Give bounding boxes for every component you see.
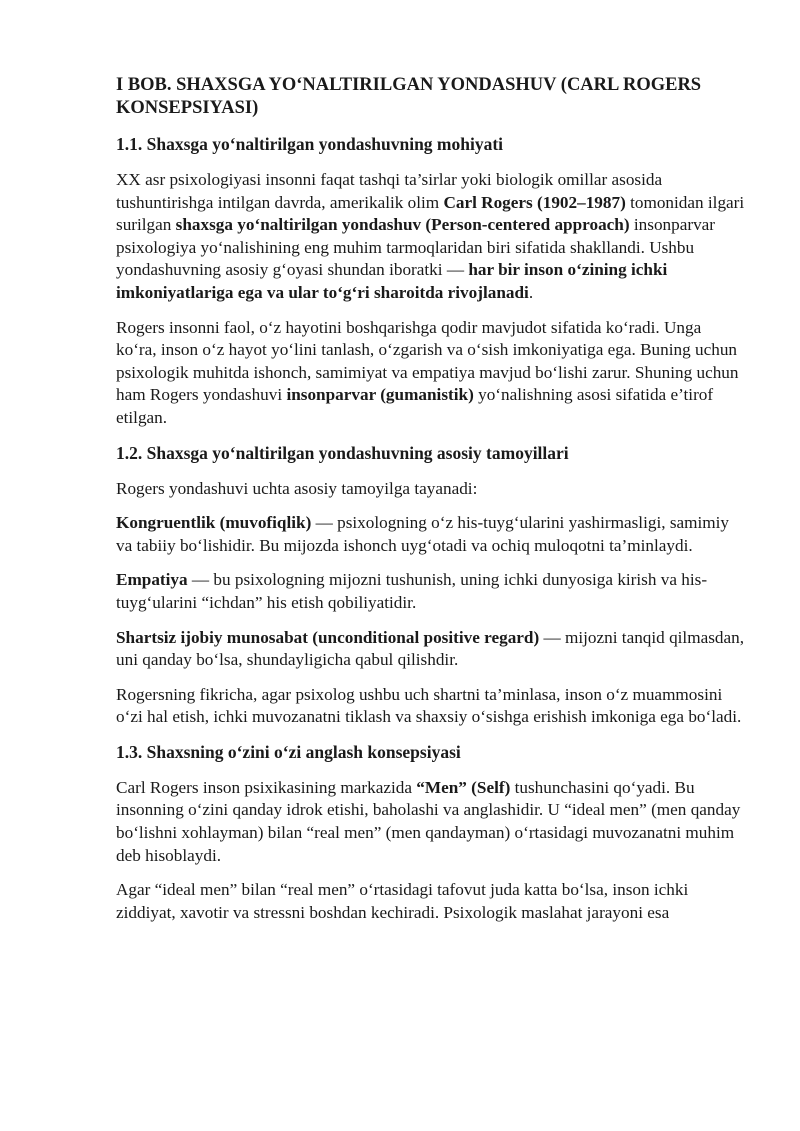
section-1-2: [116, 442, 746, 729]
paragraph: [116, 317, 746, 430]
paragraph: Agar “ideal men” bilan “real men” o‘rtasidagi tafovut juda katta bo‘lsa, inson ichki ziddiyat, xavotir va stressni boshdan kechiradi. Psixologik maslahat jarayoni esa: [116, 880, 689, 922]
bold-text: shaxsga yo‘naltirilgan yondashuv (Person-centered approach): [175, 215, 630, 235]
principle-text: — psixologning o‘z his-tuyg‘ularini yashirmasligi, samimiy va tabiiy bo‘lishidir. Bu mijozda ishonch uyg‘otadi va ochiq muloqotni ta’minlaydi.: [116, 513, 730, 555]
bold-text: har bir inson o‘zining ichki imkoniyatlariga ega va ular to‘g‘ri sharoitda rivojlanadi: [116, 260, 668, 302]
text-run: tomonidan ilgari surilgan: [116, 192, 745, 235]
paragraph: [116, 169, 746, 305]
section-1-1: [116, 133, 746, 430]
principle-text: — bu psixologning mijozni tushunish, uning ichki dunyosiga kirish va his-tuyg‘ularini “ichdan” his etish qobiliyatidir.: [116, 570, 708, 612]
paragraph: [116, 777, 746, 867]
text-run: yo‘nalishning asosi sifatida e’tirof etilgan.: [116, 385, 714, 427]
section-heading: 1.1. Shaxsga yo‘naltirilgan yondashuvning mohiyati: [116, 134, 504, 154]
principle-term: Empatiya: [116, 570, 188, 590]
text-run: Rogers insonni faol, o‘z hayotini boshqarishga qodir mavjudot sifatida ko‘radi. Unga ko‘ra, inson o‘z hayot yo‘lini tanlash, o‘zgarish va o‘sish imkoniyatiga ega. Buning uchun psixologik muhitda ishonch, samimiyat va empatiya mavjud bo‘lishi zarur. Shuning uchun ham Rogers yondashuvi: [116, 317, 739, 405]
text-run: .: [528, 282, 534, 302]
text-run: tushunchasini qo‘yadi. Bu insonning o‘zini qanday idrok etishi, baholashi va anglashidir. U “ideal men” (men qanday bo‘lishni xohlayman) bilan “real men” (men qandayman) o‘rtasidagi muvozanatni muhim deb hisoblaydi.: [116, 777, 741, 865]
paragraph: Rogersning fikricha, agar psixolog ushbu uch shartni ta’minlasa, inson o‘z muammosini o‘zi hal etish, ichki muvozanatni tiklash va shaxsiy o‘sishga erishish imkoniga ega bo‘ladi.: [116, 684, 742, 727]
principle-term: Kongruentlik (muvofiqlik): [116, 513, 312, 533]
text-run: XX asr psixologiyasi insonni faqat tashqi ta’sirlar yoki biologik omillar asosida tushuntirishga intilgan davrda, amerikalik olim: [116, 170, 663, 212]
section-heading: 1.3. Shaxsning o‘zini o‘zi anglash konsepsiyasi: [116, 741, 461, 762]
paragraph: Rogers yondashuvi uchta asosiy tamoyilga tayanadi:: [116, 478, 478, 498]
bold-text: “Men” (Self): [416, 777, 511, 797]
principle-positive-regard: [116, 627, 746, 672]
principle-empathy: [116, 569, 746, 614]
principle-term: Shartsiz ijobiy munosabat (unconditional positive regard): [116, 627, 540, 647]
principle-text: — mijozni tanqid qilmasdan, uni qanday bo‘lsa, shundayligicha qabul qilishdir.: [116, 627, 745, 670]
bold-text: insonparvar (gumanistik): [286, 385, 474, 405]
bold-text: Carl Rogers (1902–1987): [443, 192, 626, 212]
text-run: insonparvar psixologiya yo‘nalishining eng muhim tarmoqlaridan biri sifatida shakllandi. Ushbu yondashuvning asosiy g‘oyasi shundan iboratki —: [116, 215, 716, 280]
text-run: Carl Rogers inson psixikasining markazida: [116, 777, 417, 797]
section-heading: 1.2. Shaxsga yo‘naltirilgan yondashuvning asosiy tamoyillari: [116, 442, 569, 463]
principle-congruence: [116, 512, 746, 557]
section-1-3: [116, 741, 746, 925]
chapter-title: I BOB. SHAXSGA YO‘NALTIRILGAN YONDASHUV (CARL ROGERS KONSEPSIYASI): [116, 75, 702, 118]
